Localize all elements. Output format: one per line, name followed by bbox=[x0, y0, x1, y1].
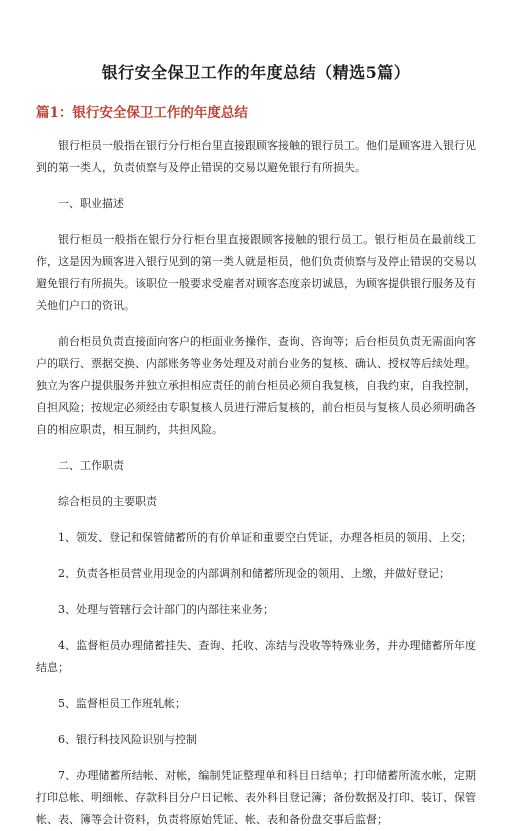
duty-item-3: 3、处理与管辖行会计部门的内部往来业务； bbox=[58, 603, 274, 616]
heading-job-description: 一、职业描述 bbox=[58, 197, 124, 210]
duty-item-6: 6、银行科技风险识别与控制 bbox=[58, 733, 197, 746]
duty-item-4: 4、监督柜员办理储蓄挂失、查询、托收、冻结与没收等特殊业务，并办理储蓄所年度结息； bbox=[36, 639, 476, 674]
duty-item-2: 2、负责各柜员营业用现金的内部调剂和储蓄所现金的领用、上缴，并做好登记； bbox=[58, 567, 450, 580]
paragraph-intro: 银行柜员一般指在银行分行柜台里直接跟顾客接触的银行员工。他们是顾客进入银行见到的第一类人，负责侦察与及停止错误的交易以避免银行有所损失。 bbox=[36, 139, 476, 174]
subheading-main-duties: 综合柜员的主要职责 bbox=[58, 495, 157, 508]
duty-item-5: 5、监督柜员工作班轧帐； bbox=[58, 697, 186, 710]
document-title: 银行安全保卫工作的年度总结（精选5篇） bbox=[101, 63, 411, 82]
paragraph-job-description: 银行柜员一般指在银行分行柜台里直接跟顾客接触的银行员工。银行柜员在最前线工作，这是因为顾客进入银行见到的第一类人就是柜员，他们负责侦察与及停止错误的交易以避免银行有所损失。该职位一般要求受雇者对顾客态度亲切诚恳，为顾客提供银行服务及有关他们户口的资讯。 bbox=[36, 233, 476, 312]
section-title: 篇1：银行安全保卫工作的年度总结 bbox=[36, 105, 248, 121]
duty-item-1: 1、领发、登记和保管储蓄所的有价单证和重要空白凭证，办理各柜员的领用、上交； bbox=[58, 531, 472, 544]
heading-job-duties: 二、工作职责 bbox=[58, 459, 124, 472]
paragraph-front-back-teller: 前台柜员负责直接面向客户的柜面业务操作、查询、咨询等；后台柜员负责无需面向客户的联行、票据交换、内部账务等业务处理及对前台业务的复核、确认、授权等后续处理。独立为客户提供服务并独立承担相应责任的前台柜员必须自我复核，自我约束，自我控制，自担风险；按规定必须经由专职复核人员进行滞后复核的，前台柜员与复核人员必须明确各自的相应职责，相互制约，共担风险。 bbox=[36, 335, 476, 436]
duty-item-7: 7、办理储蓄所结帐、对帐，编制凭证整理单和科目日结单；打印储蓄所流水帐，定期打印总帐、明细帐、存款科目分户日记帐、表外科目登记簿；备份数据及打印、装订、保管帐、表、簿等会计资料，负责将原始凭证、帐、表和备份盘交事后监督； bbox=[36, 769, 476, 826]
